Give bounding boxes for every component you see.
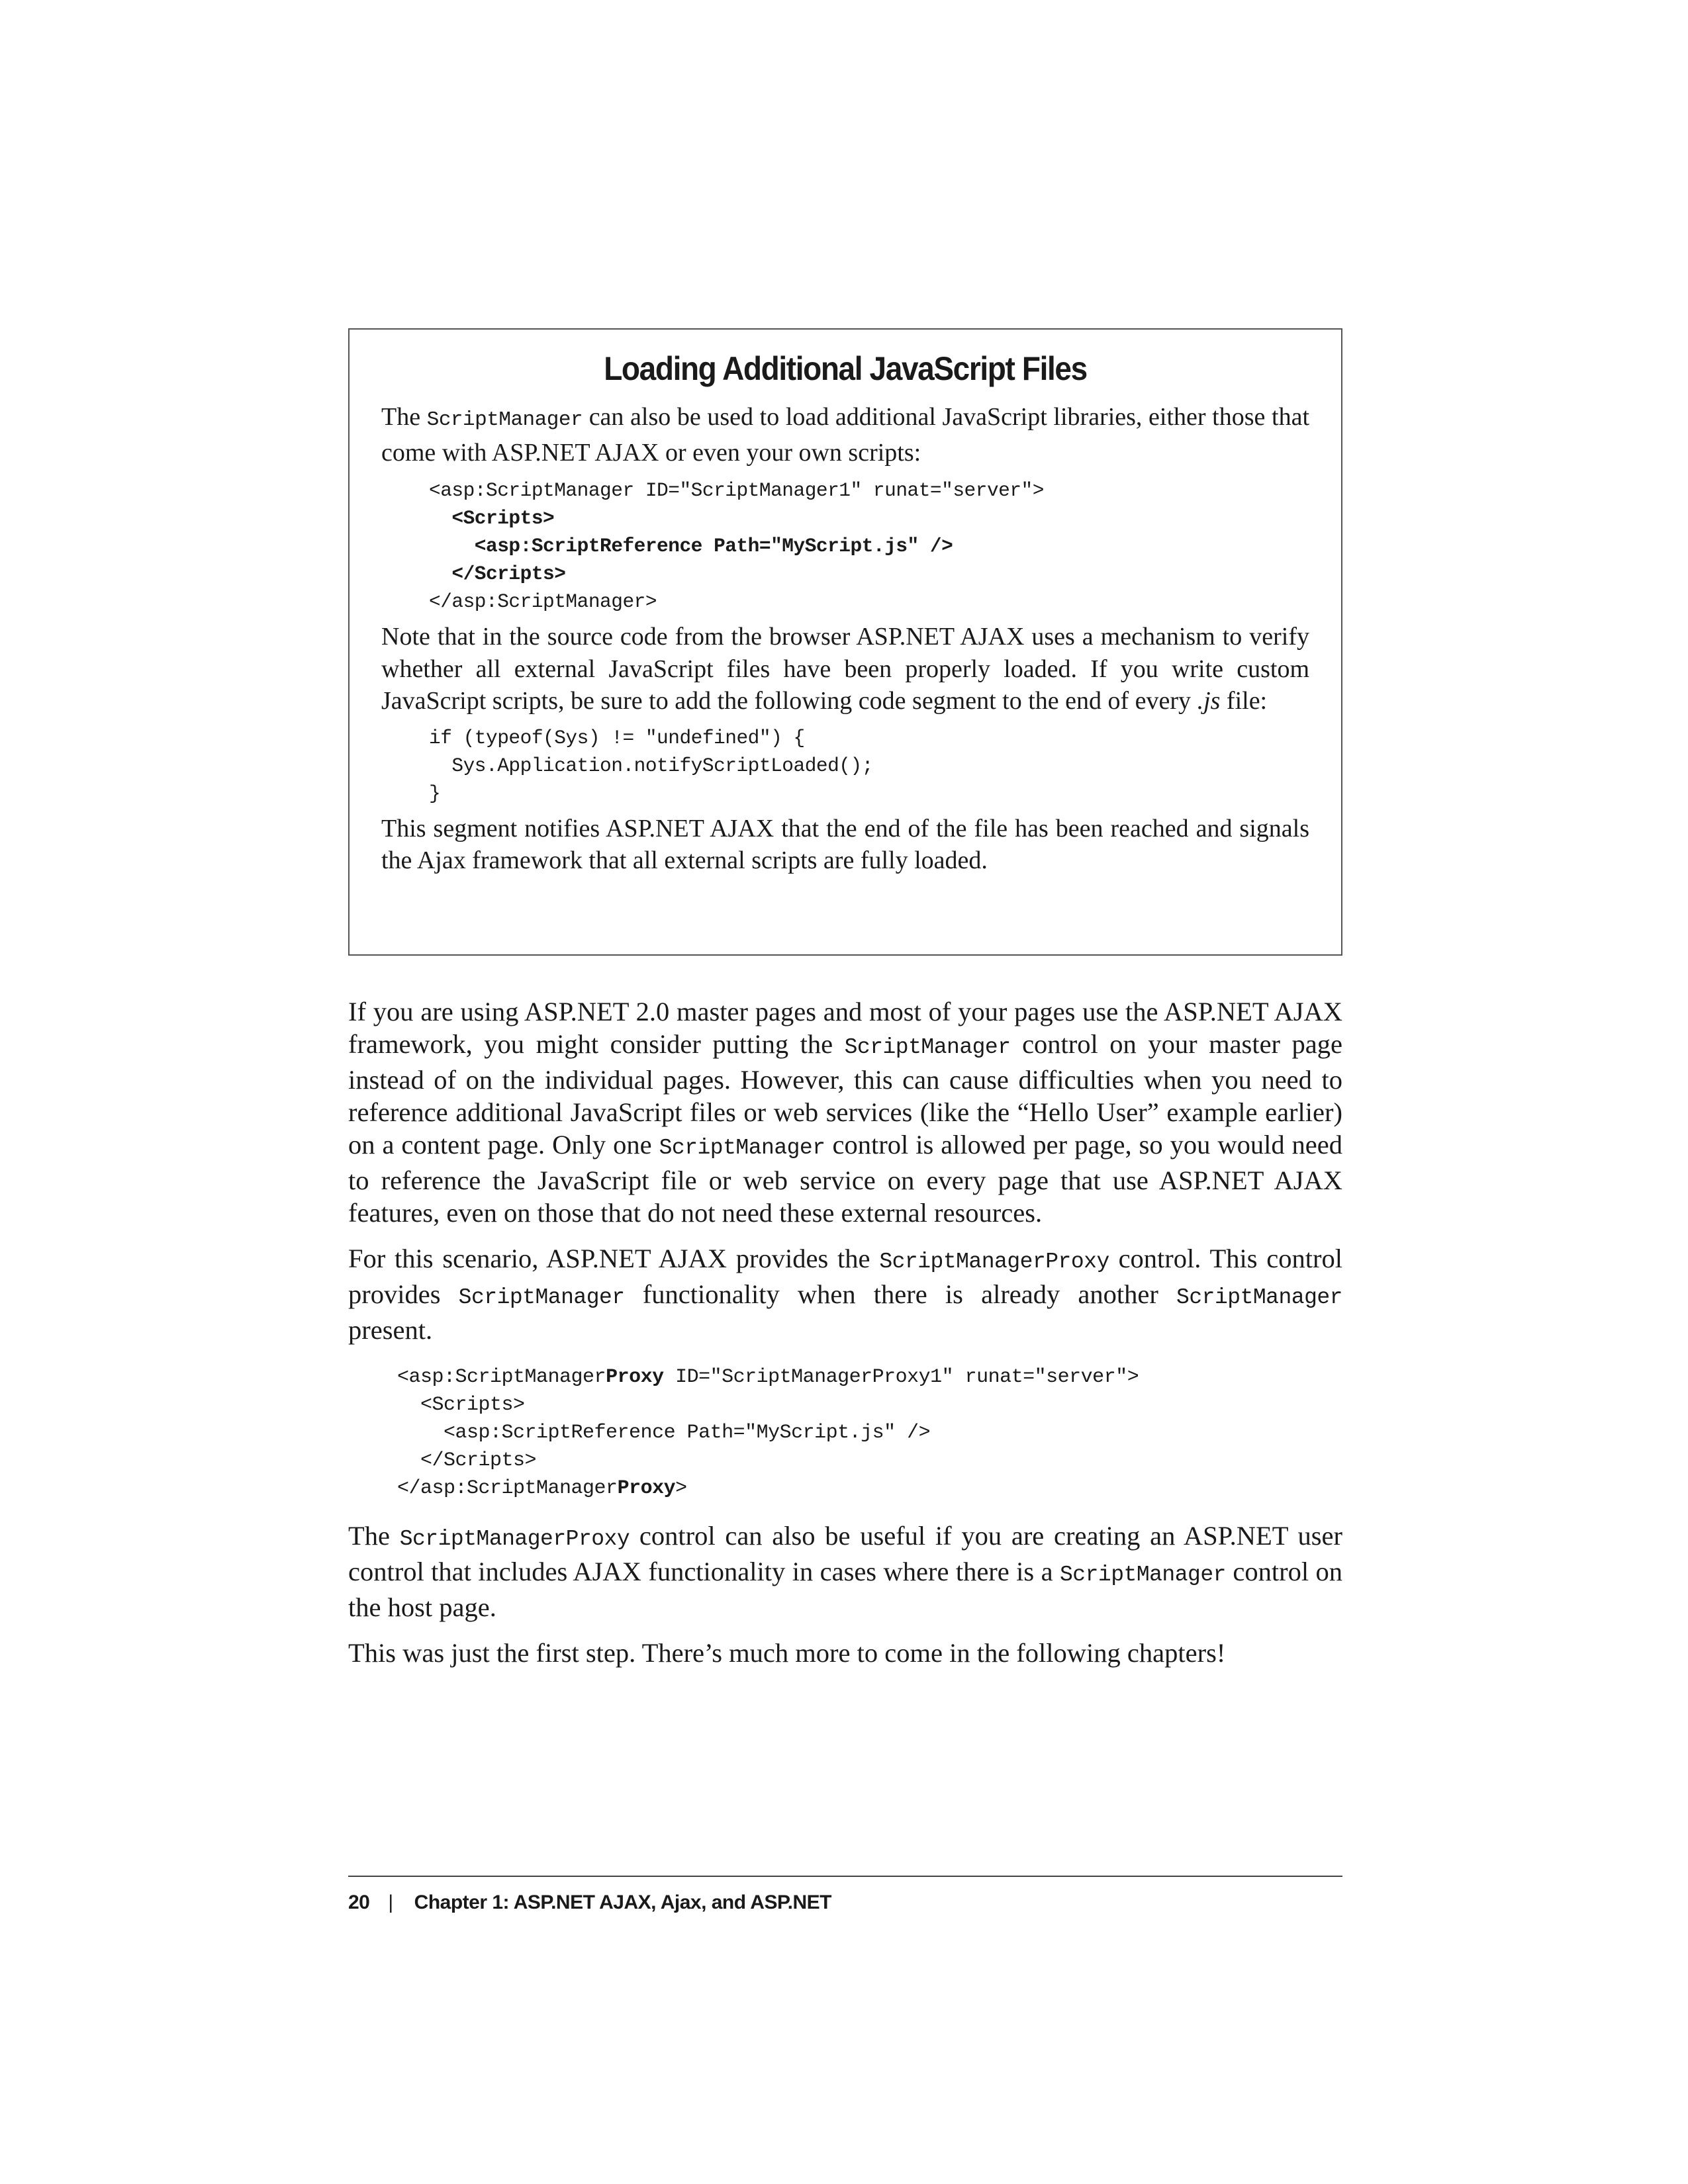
code-highlight: Proxy — [617, 1477, 676, 1500]
file-extension: .js — [1197, 687, 1221, 715]
code-line: </Scripts> — [397, 1449, 537, 1472]
inline-code: ScriptManager — [426, 408, 583, 432]
text: present. — [348, 1315, 433, 1345]
main-content — [348, 995, 1342, 1669]
code-highlight: Proxy — [606, 1366, 664, 1388]
inline-code: ScriptManager — [844, 1035, 1011, 1060]
page-footer — [348, 1876, 1342, 1914]
footer-separator: | — [388, 1891, 393, 1913]
body-paragraph-2 — [348, 1242, 1342, 1346]
code-line: </Scripts> — [429, 563, 566, 585]
text: control is allowed per page, so you would need to reference the JavaScript file or web service on every page that use ASP.NET AJAX features, even on those that do not need these external resources. — [348, 1130, 1343, 1228]
code-line: } — [429, 782, 441, 805]
body-code-block — [348, 1363, 1342, 1502]
text: control on your master page instead of on the individual pages. However, this can cause difficulties when you need to reference additional JavaScript files or web services (like the “Hello User” example earlier) on a content page. Only one — [348, 1029, 1342, 1160]
code-line: <Scripts> — [397, 1394, 525, 1416]
text: The — [348, 1521, 400, 1551]
sidebar-paragraph-1 — [381, 401, 1309, 469]
chapter-title: Chapter 1: ASP.NET AJAX, Ajax, and ASP.NET — [414, 1891, 831, 1913]
inline-code: ScriptManager — [659, 1136, 825, 1160]
inline-code: ScriptManagerProxy — [399, 1527, 630, 1551]
text: control on the host page. — [348, 1557, 1342, 1622]
text: For this scenario, ASP.NET AJAX provides the — [348, 1244, 880, 1273]
text: file: — [1220, 687, 1268, 715]
inline-code: ScriptManager — [1060, 1563, 1226, 1587]
code-line — [397, 1475, 1342, 1502]
sidebar-code-block-2 — [381, 724, 1309, 807]
code-line: <Scripts> — [429, 507, 555, 529]
text: If you are using ASP.NET 2.0 master pages and most of your pages use the ASP.NET AJAX framework, you might consider putting the — [348, 997, 1342, 1059]
code-line: if (typeof(Sys) != "undefined") { — [429, 726, 805, 749]
code-fragment: > — [675, 1477, 687, 1500]
sidebar-title: Loading Additional JavaScript Files — [604, 350, 1087, 387]
page-number: 20 — [348, 1891, 370, 1913]
code-line — [397, 1363, 1342, 1391]
body-paragraph-3 — [348, 1520, 1342, 1623]
sidebar-paragraph-2 — [381, 621, 1309, 717]
text: control. This control provides — [348, 1244, 1342, 1309]
inline-code: ScriptManager — [458, 1285, 625, 1310]
text: Note that in the source code from the browser ASP.NET AJAX uses a mechanism to verify whether all external JavaScript files have been properly loaded. If you write custom JavaScript scripts, be sure to add the following code segment to the end of every — [381, 623, 1309, 715]
sidebar-box — [348, 328, 1342, 956]
spacer — [348, 1229, 1342, 1242]
text: can also be used to load additional JavaScript libraries, either those that come with ASP.NET AJAX or even your own scripts: — [381, 403, 1310, 467]
code-fragment: ID="ScriptManagerProxy1" runat="server"> — [663, 1366, 1139, 1388]
body-paragraph-1 — [348, 995, 1342, 1229]
body-paragraph-4: This was just the first step. There’s much more to come in the following chapters! — [348, 1638, 1226, 1668]
code-line: Sys.Application.notifyScriptLoaded(); — [429, 754, 873, 777]
inline-code: ScriptManager — [1176, 1285, 1342, 1310]
code-line: <asp:ScriptReference Path="MyScript.js" /> — [397, 1422, 931, 1444]
footer-line — [348, 1891, 1342, 1914]
code-line: <asp:ScriptManager ID="ScriptManager1" runat="server"> — [429, 479, 1044, 502]
sidebar-paragraph-3: This segment notifies ASP.NET AJAX that the end of the file has been reached and signals the Ajax framework that all external scripts are fully loaded. — [381, 814, 1309, 874]
code-fragment: <asp:ScriptManager — [397, 1366, 606, 1388]
inline-code: ScriptManagerProxy — [879, 1250, 1109, 1274]
text: The — [381, 403, 427, 431]
text: control can also be useful if you are creating an ASP.NET user control that includes AJAX functionality in cases where there is a — [348, 1521, 1342, 1586]
sidebar-code-block-1 — [381, 477, 1309, 615]
code-fragment: </asp:ScriptManager — [397, 1477, 618, 1500]
code-line: <asp:ScriptReference Path="MyScript.js" /> — [429, 535, 953, 557]
text: functionality when there is already another — [624, 1279, 1177, 1309]
spacer — [348, 1623, 1342, 1637]
code-line: </asp:ScriptManager> — [429, 590, 657, 613]
